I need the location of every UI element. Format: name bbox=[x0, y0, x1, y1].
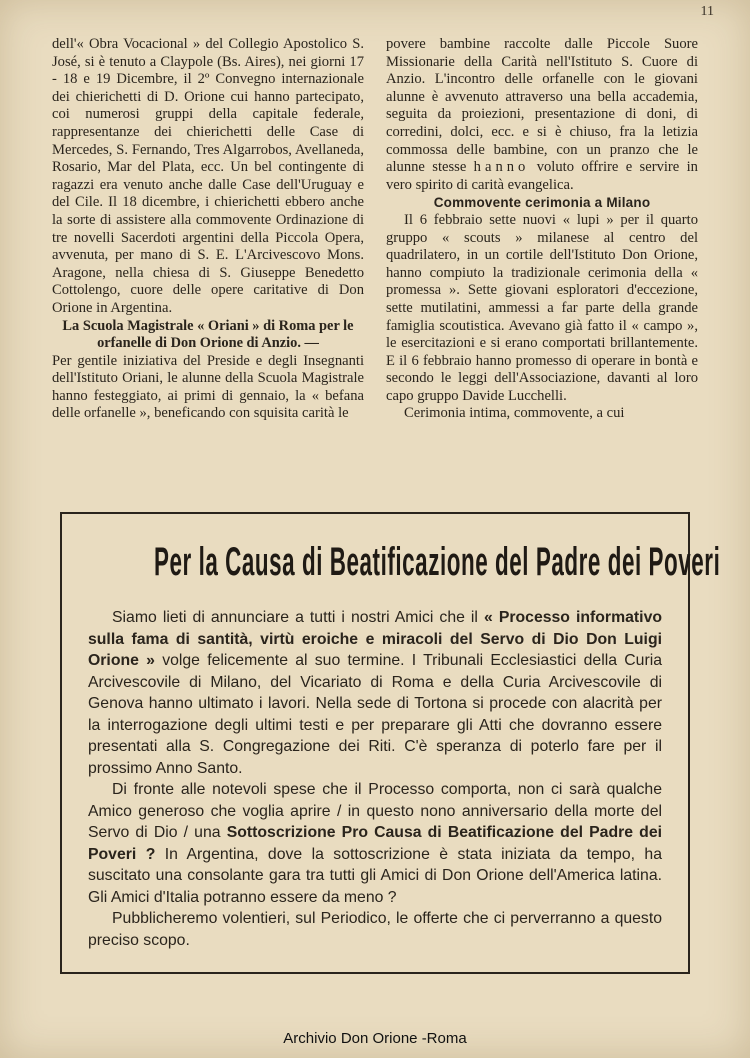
right-paragraph-scouts: Il 6 febbraio sette nuovi « lupi » per il quarto gruppo « scouts » milanese al centro del quadrilatero, in un cortile dell'Istituto Don Orione, hanno compiuto la tradizionale cerimonia della « promessa ». Sette giovani esploratori d'eccezione, sette mutilatini, ammessi a far parte della grande famiglia scoutistica. Avevano già fatto il « campo », le esercitazioni e si erano comportati brillantemente. E il 6 febbraio hanno promesso di operare in bontà e secondo le leggi dell'Associazione, davanti al loro capo gruppo Davide Lucchelli. bbox=[386, 211, 698, 404]
right-paragraph-cerimonia: Cerimonia intima, commovente, a cui bbox=[404, 405, 625, 422]
notice-p1-bold: « Processo informativo sulla fama di santità, virtù eroiche e miracoli del Servo di Dio Don Luigi Orione » bbox=[88, 609, 662, 669]
left-paragraph-claypole: dell'« Obra Vocacional » del Collegio Apostolico S. José, si è tenuto a Claypole (Bs. Aires), nei giorni 17 - 18 e 19 Dicembre, il 2º Convegno internazionale dei chierichetti di D. Orione cui hanno partecipato, coi numerosi gruppi della capitale federale, rappresentanze dei chierichetti delle Case di Mercedes, S. Fernando, Tres Algarrobos, Avellaneda, Rosario, Mar del Plata, ecc. Un bel contingente di ragazzi era venuto anche dalle Case dell'Uruguay e del Cile. Il 18 dicembre, i chierichetti ebbero anche la sorte di assistere alla commovente Ordinazione di tre novelli Sacerdoti argentini della Piccola Opera, avvenuta, per mano di S. E. L'Arcivescovo Mons. Aragone, nella chiesa di S. Giuseppe Benedetto Cottolengo, cuore delle opere caritative di Don Orione in Argentina. bbox=[52, 36, 364, 316]
right-heading-milano: Commovente cerimonia a Milano bbox=[433, 195, 651, 211]
beatification-notice-box bbox=[60, 512, 721, 974]
notice-p2-b: In Argentina, dove la sottoscrizione è stata iniziata da tempo, ha suscitato una consolante gara tra tutti gli Amici di Don Orione dell'America latina. Gli Amici d'Italia potranno essere da meno ? bbox=[88, 845, 662, 906]
notice-paragraph-2 bbox=[88, 779, 662, 908]
right-paragraph-spaced-word: hanno bbox=[473, 159, 530, 176]
notice-title: Per la Causa di Beatificazione del Padre dei Poveri bbox=[154, 540, 721, 584]
left-paragraph-oriani: Per gentile iniziativa del Preside e degli Insegnanti dell'Istituto Oriani, le alunne della Scuola Magistrale hanno festeggiato, ai primi di gennaio, la « befana delle orfanelle », beneficando con squisita carità le bbox=[52, 352, 364, 422]
notice-paragraph-3: Pubblicheremo volentieri, sul Periodico, le offerte che ci perverranno a questo preciso scopo. bbox=[88, 910, 662, 949]
archive-watermark-label: Archivio Don Orione -Roma bbox=[283, 1030, 467, 1047]
notice-p2-a: Di fronte alle notevoli spese che il Processo comporta, non ci sarà qualche Amico generoso che voglia aprire / in questo nono anniversario della morte del Servo di Dio / una bbox=[88, 781, 662, 841]
right-paragraph-anzio bbox=[386, 36, 698, 194]
notice-p1-b: volge felicemente al suo termine. I Tribunali Ecclesiastici della Curia Arcivescovile di Milano, del Vicariato di Roma e della Curia Arcivescovile di Genova hanno ultimato i lavori. Nella sede di Tortona si procede con alacrità per la interrogazione degli ultimi testi e per preparare gli Atti che dovranno essere presentati alla S. Congregazione dei Riti. C'è speranza di poterlo fare per il prossimo Anno Santo. bbox=[88, 652, 662, 777]
notice-paragraph-1 bbox=[88, 607, 662, 779]
page-number: 11 bbox=[700, 4, 714, 19]
left-heading-oriani: La Scuola Magistrale « Oriani » di Roma per le orfanelle di Don Orione di Anzio. — bbox=[62, 317, 354, 352]
left-column bbox=[52, 36, 364, 423]
notice-p2-bold: Sottoscrizione Pro Causa di Beatificazione del Padre dei Poveri ? bbox=[88, 824, 662, 863]
right-paragraph-anzio-b: voluto offrire e servire in vero spirito di carità evangelica. bbox=[386, 159, 698, 193]
right-paragraph-anzio-a: povere bambine raccolte dalle Piccole Suore Missionarie della Carità nell'Istituto S. Cuore di Anzio. L'incontro delle orfanelle con le giovani alunne è avvenuto attraverso una bella accademia, seguita da proiezioni, presentazione di doni, di corredini, dolci, ecc. e si è chiuso, fra la letizia commossa delle bambine, con un pranzo che le alunne stesse bbox=[386, 36, 698, 176]
right-column bbox=[386, 36, 698, 423]
notice-p1-a: Siamo lieti di annunciare a tutti i nostri Amici che il bbox=[112, 609, 478, 626]
